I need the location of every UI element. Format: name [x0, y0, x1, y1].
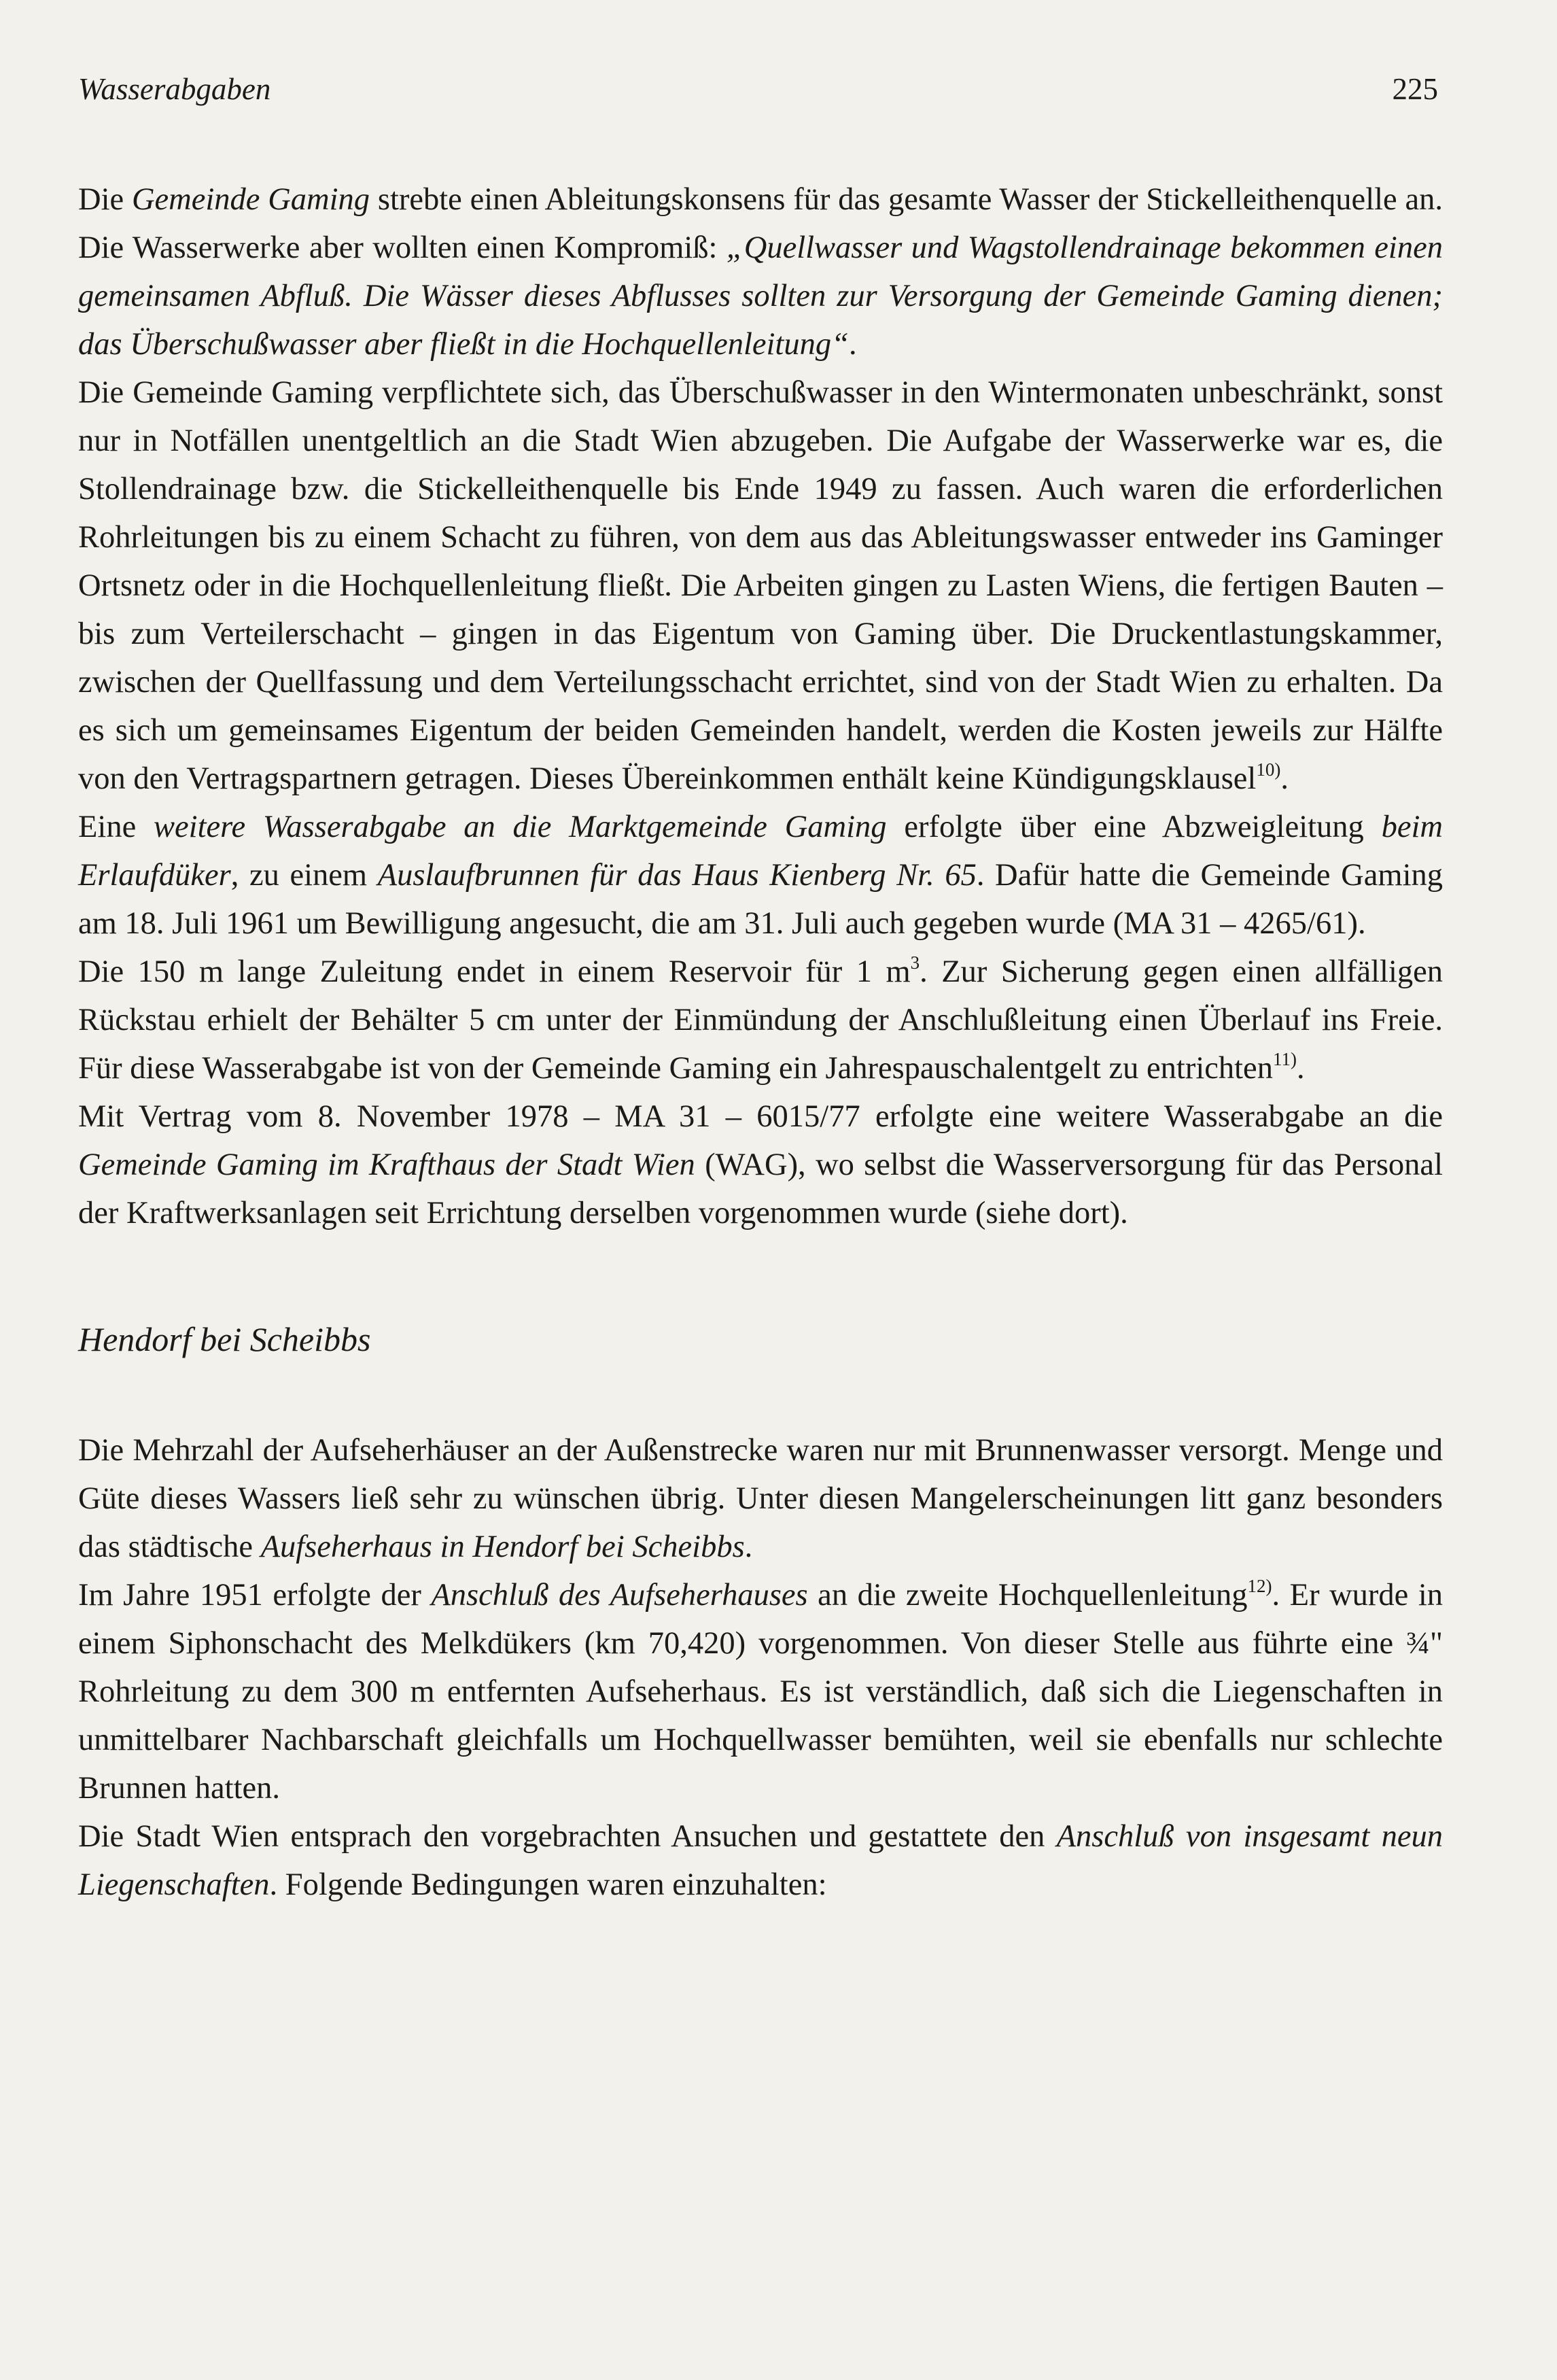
- footnote-marker[interactable]: 10): [1256, 759, 1281, 780]
- running-head: Wasserabgaben: [78, 72, 271, 106]
- paragraph: Die 150 m lange Zuleitung endet in einem Reservoir für 1 $m^3$. Zur Sicherung gegen einen allfälligen Rückstau erhielt der Behälter 5 cm unter der Einmündung der Anschlußleitung einen Überlauf ins Freie. Für diese Wasserabgabe ist von der Gemeinde Gaming ein Jahrespauschalentgelt zu entrichten$^{11)}$.: [78, 952, 1443, 1086]
- paragraph: Eine weitere Wasserabgabe an die Marktgemeinde Gaming erfolgte über eine Abzweigleitung beim Erlaufdüker, zu einem Auslaufbrunnen für das Haus Kienberg Nr. 65. Dafür hatte die Gemeinde Gaming am 18. Juli 1961 um Bewilligung angesucht, die am 31. Juli auch gegeben wurde (MA 31 – 4265/61).: [78, 810, 1443, 941]
- footnote-marker[interactable]: 12): [1247, 1576, 1272, 1596]
- paragraph: Die Mehrzahl der Aufseherhäuser an der Außenstrecke waren nur mit Brunnenwasser versorgt. Menge und Güte dieses Wassers ließ sehr zu wünschen übrig. Unter diesen Mangelerscheinungen litt ganz besonders das städtische Aufseherhaus in Hendorf bei Scheibbs.: [78, 1433, 1443, 1564]
- paragraph: Die Gemeinde Gaming strebte einen Ableitungskonsens für das gesamte Wasser der Stickelleithenquelle an. Die Wasserwerke aber wollten einen Kompromiß: „Quellwasser und Wagstollendrainage bekommen einen gemeinsamen Abfluß. Die Wässer dieses Abflusses sollten zur Versorgung der Gemeinde Gaming dienen; das Überschußwasser aber fließt in die Hochquellenleitung“.: [78, 182, 1443, 362]
- body-text: [78, 175, 1443, 1909]
- paragraph: Im Jahre 1951 erfolgte der Anschluß des Aufseherhauses an die zweite Hochquellenleitung$^{12)}$. Er wurde in einem Siphonschacht des Melkdükers (km 70,420) vorgenommen. Von dieser Stelle aus führte eine ¾" Rohrleitung zu dem 300 m entfernten Aufseherhaus. Es ist verständlich, daß sich die Liegenschaften in unmittelbarer Nachbarschaft gleichfalls um Hochquellwasser bemühten, weil sie ebenfalls nur schlechte Brunnen hatten.: [78, 1576, 1443, 1806]
- section-heading: Hendorf bei Scheibbs: [78, 1320, 371, 1358]
- footnote-marker[interactable]: 11): [1272, 1049, 1297, 1069]
- page-number: 225: [1392, 72, 1438, 106]
- paragraph: Die Stadt Wien entsprach den vorgebrachten Ansuchen und gestattete den Anschluß von insgesamt neun Liegenschaften. Folgende Bedingungen waren einzuhalten:: [78, 1819, 1443, 1902]
- paragraph: Mit Vertrag vom 8. November 1978 – MA 31 – 6015/77 erfolgte eine weitere Wasserabgabe an die Gemeinde Gaming im Krafthaus der Stadt Wien (WAG), wo selbst die Wasserversorgung für das Personal der Kraftwerksanlagen seit Errichtung derselben vorgenommen wurde (siehe dort).: [78, 1099, 1443, 1230]
- superscript: 3: [910, 952, 920, 973]
- paragraph: Die Gemeinde Gaming verpflichtete sich, das Überschußwasser in den Wintermonaten unbeschränkt, sonst nur in Notfällen unentgeltlich an die Stadt Wien abzugeben. Die Aufgabe der Wasserwerke war es, die Stollendrainage bzw. die Stickelleithenquelle bis Ende 1949 zu fassen. Auch waren die erforderlichen Rohrleitungen bis zu einem Schacht zu führen, von dem aus das Ableitungswasser entweder ins Gaminger Ortsnetz oder in die Hochquellenleitung fließt. Die Arbeiten gingen zu Lasten Wiens, die fertigen Bauten – bis zum Verteilerschacht – gingen in das Eigentum von Gaming über. Die Druckentlastungskammer, zwischen der Quellfassung und dem Verteilungsschacht errichtet, sind von der Stadt Wien zu erhalten. Da es sich um gemeinsames Eigentum der beiden Gemeinden handelt, werden die Kosten jeweils zur Hälfte von den Vertragspartnern getragen. Dieses Übereinkommen enthält keine Kündigungsklausel$^{10)}$.: [78, 375, 1443, 796]
